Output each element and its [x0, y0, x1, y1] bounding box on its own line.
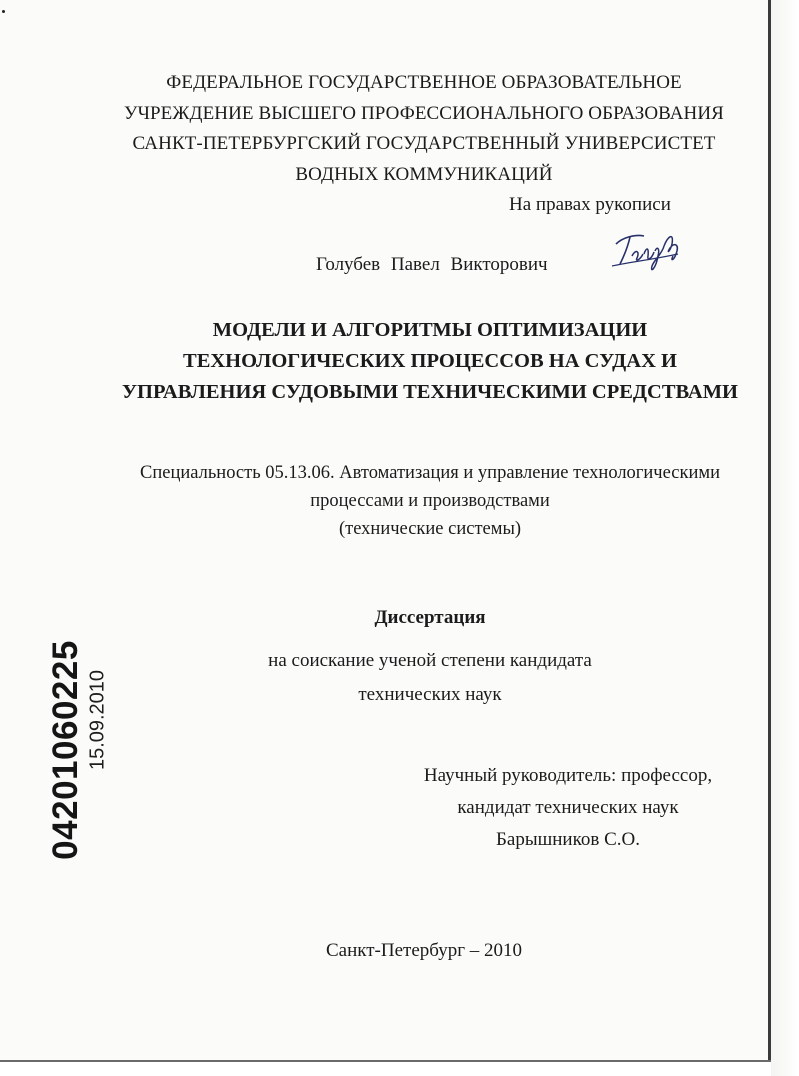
institution-header [100, 68, 748, 190]
degree-line-2: технических наук [358, 684, 502, 705]
supervisor-line-2: кандидат технических наук [457, 797, 679, 818]
library-stamp [36, 630, 116, 870]
degree-line-1: на соискание ученой степени кандидата [268, 650, 592, 671]
institution-line-1: ФЕДЕРАЛЬНОЕ ГОСУДАРСТВЕННОЕ ОБРАЗОВАТЕЛЬНОЕ [166, 72, 682, 93]
institution-line-2: УЧРЕЖДЕНИЕ ВЫСШЕГО ПРОФЕССИОНАЛЬНОГО ОБРАЗОВАНИЯ [124, 102, 724, 124]
specialty-block [90, 459, 770, 543]
place-and-year: Санкт-Петербург – 2010 [325, 940, 522, 961]
supervisor-name: Барышников С.О. [496, 829, 640, 850]
dissertation-heading: Диссертация [374, 607, 486, 628]
stamp-date: 15.09.2010 [86, 669, 109, 771]
stamp-code: 04201060225 [46, 640, 85, 860]
title-line-2: ТЕХНОЛОГИЧЕСКИХ ПРОЦЕССОВ НА СУДАХ И [183, 350, 677, 372]
dissertation-degree-block [100, 606, 760, 712]
scan-border-right [768, 0, 799, 1076]
institution-line-3: САНКТ-ПЕТЕРБУРГСКИЙ ГОСУДАРСТВЕННЫЙ УНИВЕРСИСТЕТ [132, 133, 716, 154]
manuscript-rights-note: На правах рукописи [509, 194, 671, 215]
scan-speck [2, 10, 5, 13]
scan-border-bottom [0, 1060, 771, 1076]
specialty-line-3: (технические системы) [338, 519, 522, 539]
dissertation-title [100, 315, 760, 408]
specialty-line-1: Специальность 05.13.06. Автоматизация и управление технологическими [140, 463, 720, 483]
supervisor-line-1: Научный руководитель: профессор, [423, 765, 713, 786]
supervisor-block [420, 760, 716, 856]
specialty-line-2: процессами и производствами [310, 491, 550, 511]
title-line-1: МОДЕЛИ И АЛГОРИТМЫ ОПТИМИЗАЦИИ [212, 319, 648, 341]
author-name: Голубев Павел Викторович [316, 254, 548, 275]
title-line-3: УПРАВЛЕНИЯ СУДОВЫМИ ТЕХНИЧЕСКИМИ СРЕДСТВАМИ [122, 381, 738, 403]
handwritten-signature-icon [600, 218, 690, 276]
institution-line-4: ВОДНЫХ КОММУНИКАЦИЙ [295, 163, 553, 185]
